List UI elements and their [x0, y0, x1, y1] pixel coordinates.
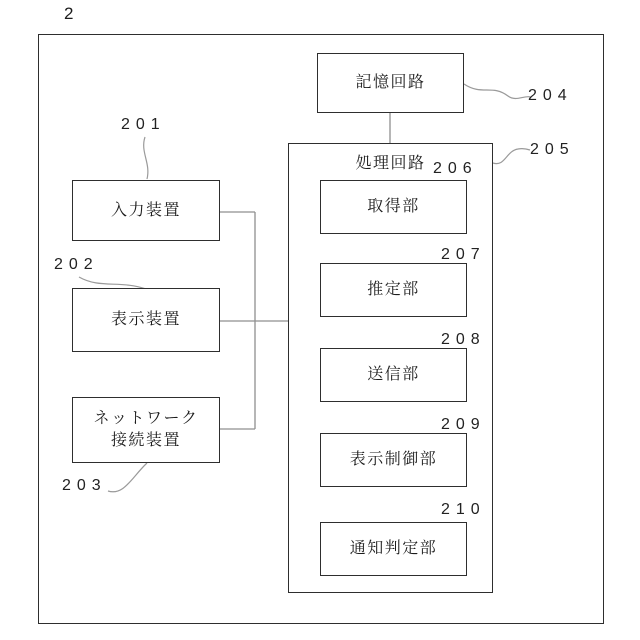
leader-205	[493, 149, 530, 164]
leader-204	[464, 84, 531, 98]
ref-label-210: 210	[441, 501, 486, 518]
ref-label-201: 201	[121, 116, 166, 133]
transmission-unit-box	[320, 348, 467, 402]
estimation-unit-box	[320, 263, 467, 317]
ref-label-207: 207	[441, 246, 486, 263]
ref-label-204: 204	[528, 87, 573, 104]
input-device-box	[72, 180, 220, 241]
ref-label-208: 208	[441, 331, 486, 348]
memory-circuit-box	[317, 53, 464, 113]
display-control-unit-box	[320, 433, 467, 487]
figure-reference-number: 2	[64, 4, 75, 23]
display-device-label: 表示装置	[110, 311, 181, 329]
processing-circuit-label: 処理回路	[355, 155, 426, 172]
display-device-box	[72, 288, 220, 352]
network-device-label: ネットワーク 接続装置	[93, 410, 199, 449]
transmission-unit-label: 送信部	[367, 366, 420, 384]
ref-label-205: 205	[530, 141, 575, 158]
notification-judgment-unit-box	[320, 522, 467, 576]
ref-label-206: 206	[433, 160, 478, 177]
acquisition-unit-label: 取得部	[367, 198, 420, 216]
ref-label-203: 203	[62, 477, 107, 494]
estimation-unit-label: 推定部	[367, 281, 420, 299]
notification-judgment-unit-label: 通知判定部	[349, 540, 438, 558]
input-device-label: 入力装置	[110, 201, 181, 219]
leader-203	[108, 463, 147, 492]
network-device-box	[72, 397, 220, 463]
ref-label-202: 202	[54, 256, 99, 273]
ref-label-209: 209	[441, 416, 486, 433]
leader-201	[144, 137, 148, 179]
acquisition-unit-box	[320, 180, 467, 234]
display-control-unit-label: 表示制御部	[349, 451, 438, 469]
memory-circuit-label: 記憶回路	[355, 74, 426, 92]
